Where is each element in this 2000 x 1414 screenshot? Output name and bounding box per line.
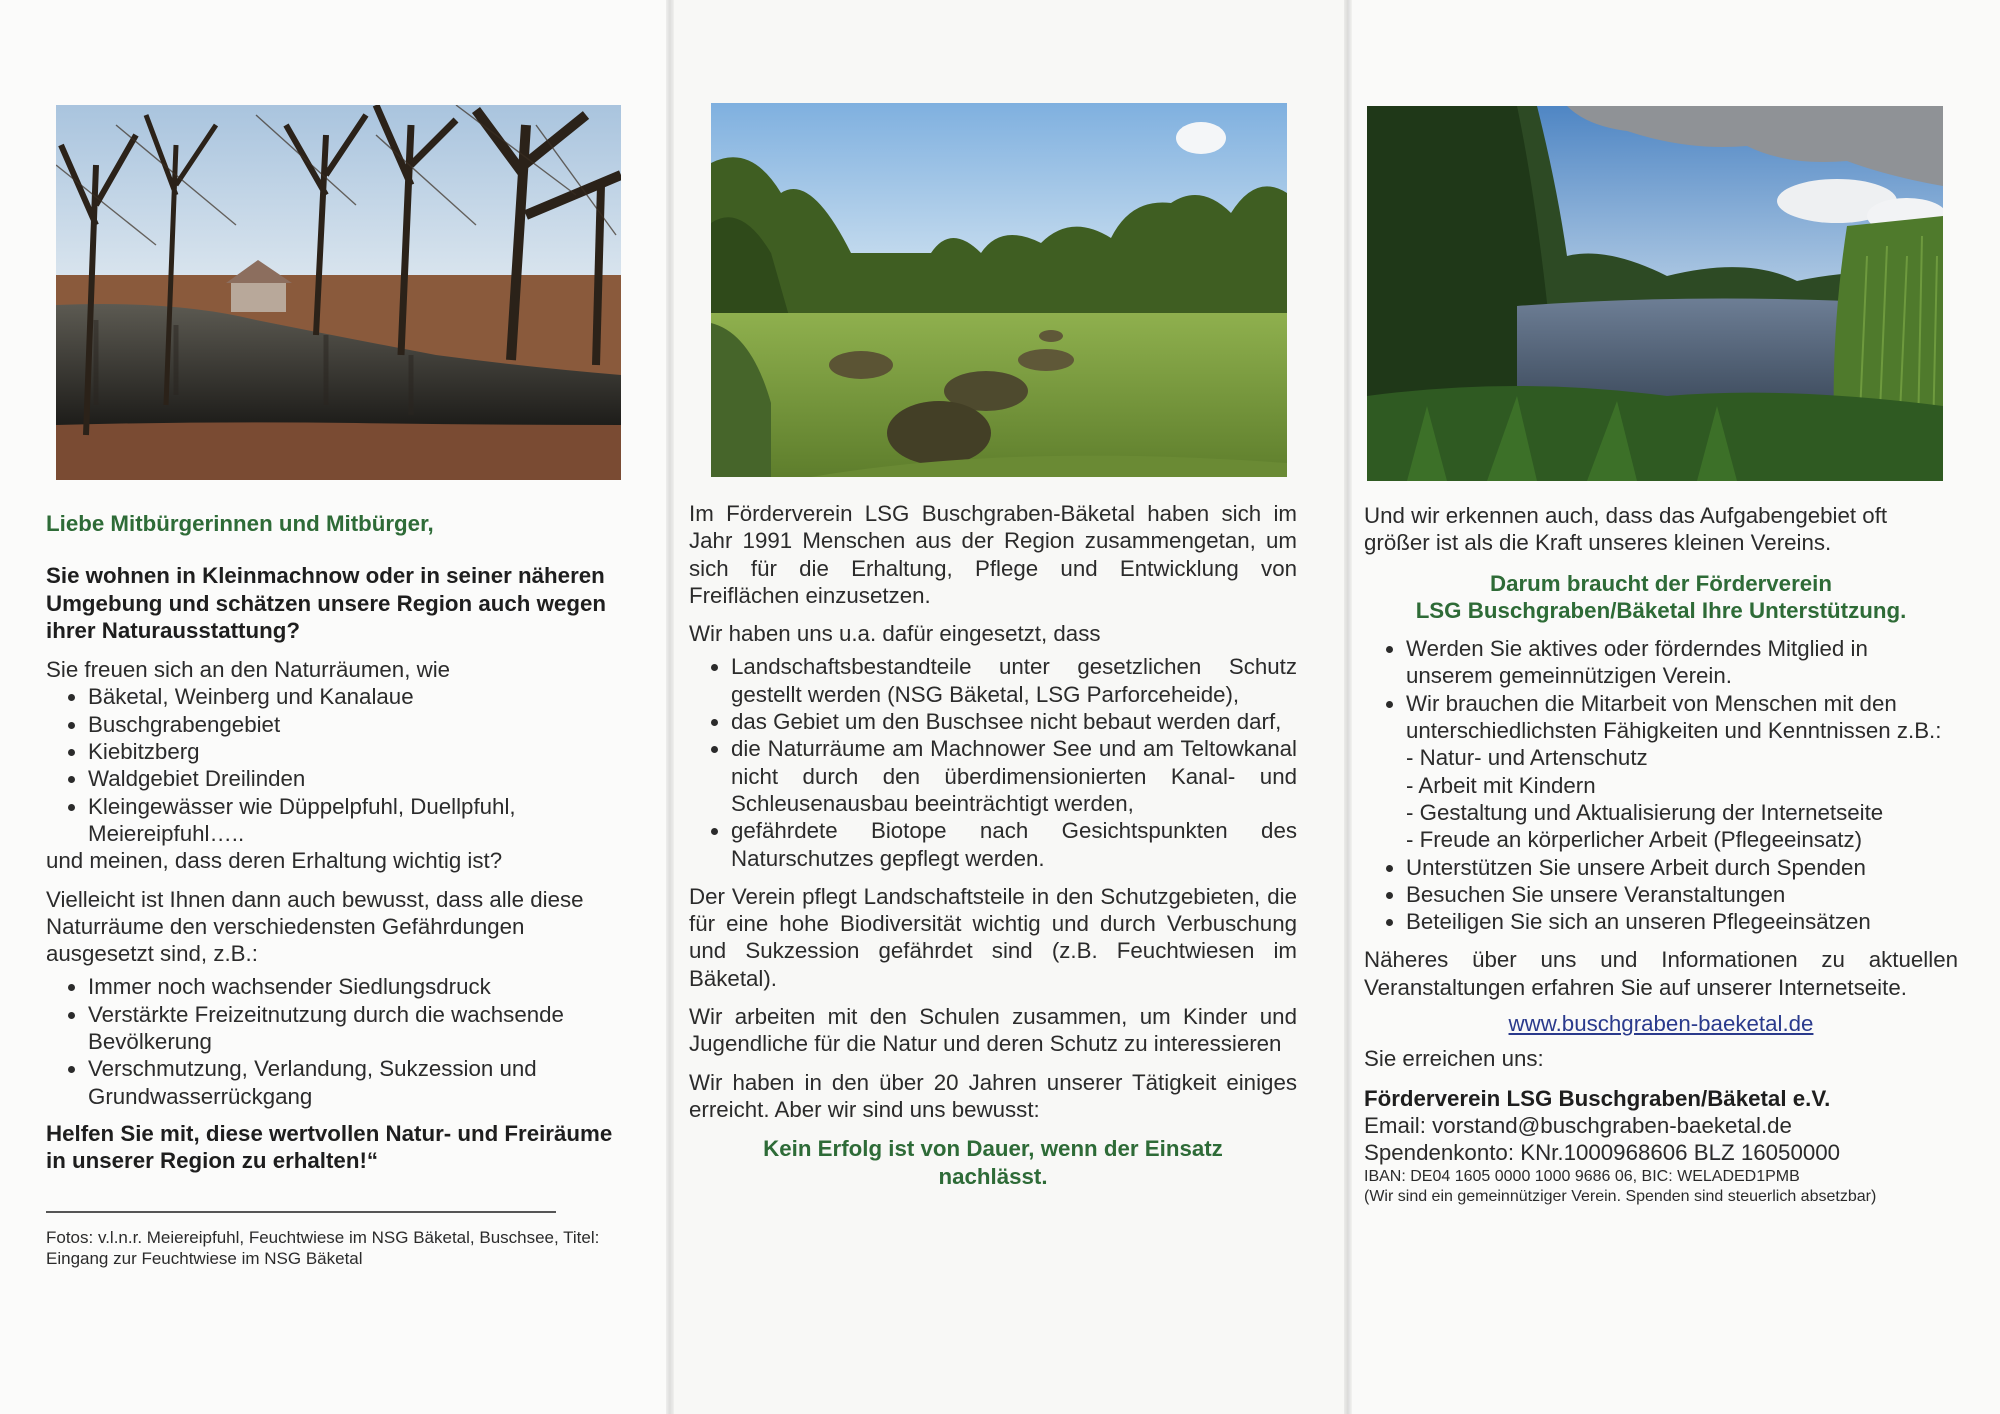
list-item: • die Naturräume am Machnower See und am Teltowkanal nicht durch den überdimensionierten Kanal- und Schleusenausbau beeinträchtigt werden, xyxy=(731,735,1297,817)
left-column xyxy=(46,510,626,1269)
list-item: • Verschmutzung, Verlandung, Sukzession und Grundwasserrückgang xyxy=(88,1055,626,1110)
threats-list xyxy=(46,973,626,1109)
achievements-list xyxy=(689,653,1297,871)
list-item: - Gestaltung und Aktualisierung der Internetseite xyxy=(1406,799,1884,825)
threats-intro: Vielleicht ist Ihnen dann auch bewusst, dass alle diese Naturräume den verschiedensten Gefährdungen ausgesetzt sind, z.B.: xyxy=(46,886,584,967)
support-actions-list xyxy=(1364,854,1958,936)
opinion-text: und meinen, dass deren Erhaltung wichtig ist? xyxy=(46,848,503,874)
divider xyxy=(46,1211,556,1213)
nature-areas-list xyxy=(46,683,626,847)
list-item: - Freude an körperlicher Arbeit (Pflegeeinsatz) xyxy=(1406,827,1863,853)
list-item: • Verstärkte Freizeitnutzung durch die wachsende Bevölkerung xyxy=(88,1001,626,1056)
motto: Kein Erfolg ist von Dauer, wenn der Einsatz nachlässt. xyxy=(763,1136,1223,1189)
intro-question: Sie wohnen in Kleinmachnow oder in seiner näheren Umgebung und schätzen unsere Region auch wegen ihrer Naturausstattung? xyxy=(46,563,606,643)
list-item: • Besuchen Sie unsere Veranstaltungen xyxy=(1406,881,1958,908)
list-item: • das Gebiet um den Buschsee nicht bebaut werden darf, xyxy=(731,708,1297,735)
website-link[interactable]: www.buschgraben-baeketal.de xyxy=(1508,1011,1814,1037)
fold-line-left xyxy=(666,0,674,1414)
recognition-text: Und wir erkennen auch, dass das Aufgabengebiet oft größer ist als die Kraft unseres kleinen Vereins. xyxy=(1364,503,1888,556)
care-text: Der Verein pflegt Landschaftsteile in den Schutzgebieten, die für eine hohe Biodiversität wichtig und durch Verbuschung und Sukzession gefährdet sind (z.B. Feuchtwiesen im Bäketal). xyxy=(689,883,1297,991)
list-item: • Kleingewässer wie Düppelpfuhl, Duellpfuhl, Meiereipfuhl….. xyxy=(88,793,626,848)
achievements-intro: Wir haben uns u.a. dafür eingesetzt, dass xyxy=(689,621,1101,647)
history-text: Im Förderverein LSG Buschgraben-Bäketal haben sich im Jahr 1991 Menschen aus der Region zusammengetan, um sich für die Erhaltung, Pflege und Entwicklung von Freiflächen einzusetzen. xyxy=(689,501,1297,608)
list-item: • Beteiligen Sie sich an unseren Pflegeeinsätzen xyxy=(1406,908,1958,935)
account-text: Spendenkonto: KNr.1000968606 BLZ 16050000 xyxy=(1364,1140,1841,1166)
support-headline xyxy=(1364,570,1958,625)
org-name: Förderverein LSG Buschgraben/Bäketal e.V. xyxy=(1364,1085,1831,1111)
email-text: Email: vorstand@buschgraben-baeketal.de xyxy=(1364,1112,1792,1138)
skills-list xyxy=(1364,744,1958,853)
reach-us-label: Sie erreichen uns: xyxy=(1364,1046,1544,1072)
list-item: • Waldgebiet Dreilinden xyxy=(88,765,626,792)
feuchtwiese-photo xyxy=(711,103,1287,477)
more-info-text: Näheres über uns und Informationen zu aktuellen Veranstaltungen erfahren Sie auf unserer Internetseite. xyxy=(1364,947,1958,1000)
list-item: • gefährdete Biotope nach Gesichtspunkten des Naturschutzes gepflegt werden. xyxy=(731,817,1297,872)
list-item: • Wir brauchen die Mitarbeit von Menschen mit den unterschiedlichsten Fähigkeiten und Kenntnissen z.B.: xyxy=(1406,690,1958,745)
buschsee-photo xyxy=(1367,106,1943,481)
meiereipfuhl-photo xyxy=(56,105,621,480)
middle-column xyxy=(689,500,1297,1190)
list-item: • Immer noch wachsender Siedlungsdruck xyxy=(88,973,626,1000)
nature-areas-intro: Sie freuen sich an den Naturräumen, wie xyxy=(46,657,451,683)
list-item: - Arbeit mit Kindern xyxy=(1406,772,1596,798)
support-headline-line1: Darum braucht der Förderverein xyxy=(1490,570,1832,596)
list-item: • Landschaftsbestandteile unter gesetzlichen Schutz gestellt werden (NSG Bäketal, LSG Parforceheide), xyxy=(731,653,1297,708)
photo-credit: Fotos: v.l.n.r. Meiereipfuhl, Feuchtwiese im NSG Bäketal, Buschsee, Titel: Eingang zur Feuchtwiese im NSG Bäketal xyxy=(46,1227,600,1268)
iban-text: IBAN: DE04 1605 0000 1000 9686 06, BIC: WELADED1PMB xyxy=(1364,1167,1800,1185)
right-column xyxy=(1364,502,1958,1207)
years-text: Wir haben in den über 20 Jahren unserer Tätigkeit einiges erreicht. Aber wir sind uns bewusst: xyxy=(689,1069,1297,1122)
list-item: • Bäketal, Weinberg und Kanalaue xyxy=(88,683,626,710)
list-item: • Werden Sie aktives oder förderndes Mitglied in unserem gemeinnützigen Verein. xyxy=(1406,635,1958,690)
tax-note: (Wir sind ein gemeinnütziger Verein. Spenden sind steuerlich absetzbar) xyxy=(1364,1187,1877,1205)
list-item: • Buschgrabengebiet xyxy=(88,711,626,738)
appeal-text: Helfen Sie mit, diese wertvollen Natur- und Freiräume in unserer Region zu erhalten!“ xyxy=(46,1120,613,1174)
support-headline-line2: LSG Buschgraben/Bäketal Ihre Unterstützung. xyxy=(1415,597,1907,623)
list-item: • Unterstützen Sie unsere Arbeit durch Spenden xyxy=(1406,854,1958,881)
greeting: Liebe Mitbürgerinnen und Mitbürger, xyxy=(46,511,434,536)
support-list xyxy=(1364,635,1958,744)
list-item: • Kiebitzberg xyxy=(88,738,626,765)
schools-text: Wir arbeiten mit den Schulen zusammen, um Kinder und Jugendliche für die Natur und deren Schutz zu interessieren xyxy=(689,1004,1297,1057)
fold-line-right xyxy=(1344,0,1352,1414)
list-item: - Natur- und Artenschutz xyxy=(1406,745,1648,771)
